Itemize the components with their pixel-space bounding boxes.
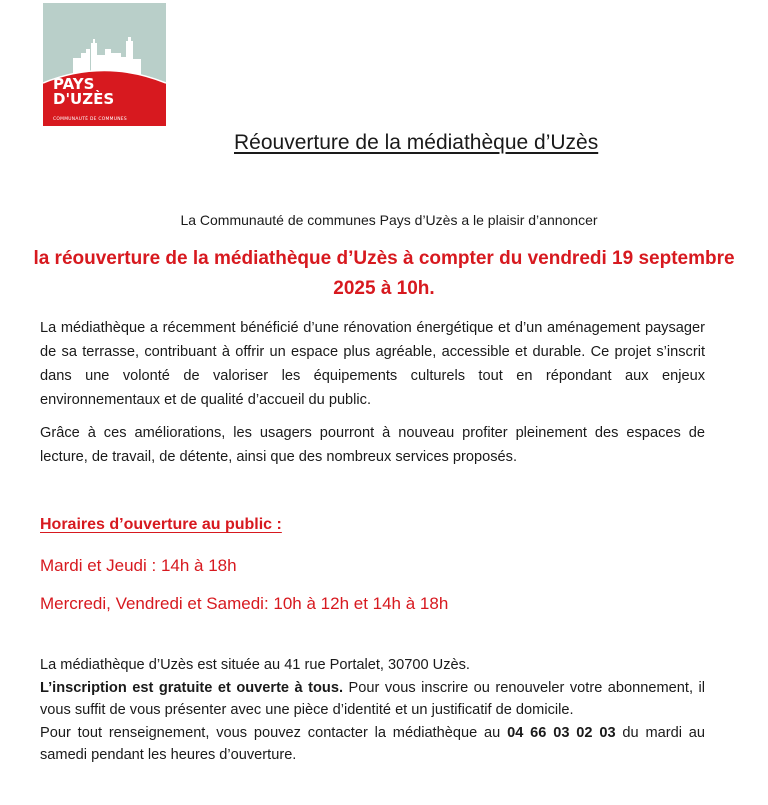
paragraph-improvements: Grâce à ces améliorations, les usagers pourront à nouveau profiter pleinement des espaces de lecture, de travail, de détente, ainsi que des nombreux services proposés.	[40, 425, 705, 465]
page-title: Réouverture de la médiathèque d’Uzès	[234, 131, 599, 154]
opening-hours-line: Mardi et Jeudi : 14h à 18h	[40, 556, 237, 575]
logo-name-line1: PAYS	[53, 75, 95, 93]
registration-bold: L’inscription est gratuite et ouverte à tous.	[40, 679, 344, 696]
practical-info	[40, 654, 705, 767]
opening-hours-title: Horaires d’ouverture au public :	[40, 516, 282, 533]
intro-text: La Communauté de communes Pays d’Uzès a le plaisir d’annoncer	[180, 212, 598, 228]
registration-details: Pour vous inscrire ou renouveler votre abonnement, il vous suffit de vous présenter avec une pièce d’identité et un justificatif de domicile.	[40, 679, 705, 718]
paragraph-renovation: La médiathèque a récemment bénéficié d’une rénovation énergétique et d’un aménagement paysager de sa terrasse, contribuant à offrir un espace plus agréable, accessible et durable. Ce projet s’inscrit dans une volonté de valoriser les équipements culturels tout en répondant aux enjeux environnementaux et de qualité d’accueil du public.	[40, 320, 705, 408]
phone-number: 04 66 03 02 03	[507, 724, 616, 741]
logo-name	[53, 77, 114, 107]
contact-before: Pour tout renseignement, vous pouvez contacter la médiathèque au	[40, 724, 508, 741]
logo-name-line2: D'UZÈS	[53, 90, 115, 108]
logo-subtitle: COMMUNAUTÉ DE COMMUNES	[53, 117, 127, 122]
contact-text	[40, 722, 705, 767]
contact-after: du mardi au samedi pendant les heures d’ouverture.	[40, 724, 705, 763]
pays-duzes-logo	[43, 3, 166, 126]
address-text: La médiathèque d’Uzès est située au 41 rue Portalet, 30700 Uzès.	[40, 657, 470, 673]
headline-announcement: la réouverture de la médiathèque d’Uzès à compter du vendredi 19 septembre 2025 à 10h.	[33, 248, 735, 299]
opening-hours-line: Mercredi, Vendredi et Samedi: 10h à 12h et 14h à 18h	[40, 594, 449, 613]
registration-text	[40, 677, 705, 722]
